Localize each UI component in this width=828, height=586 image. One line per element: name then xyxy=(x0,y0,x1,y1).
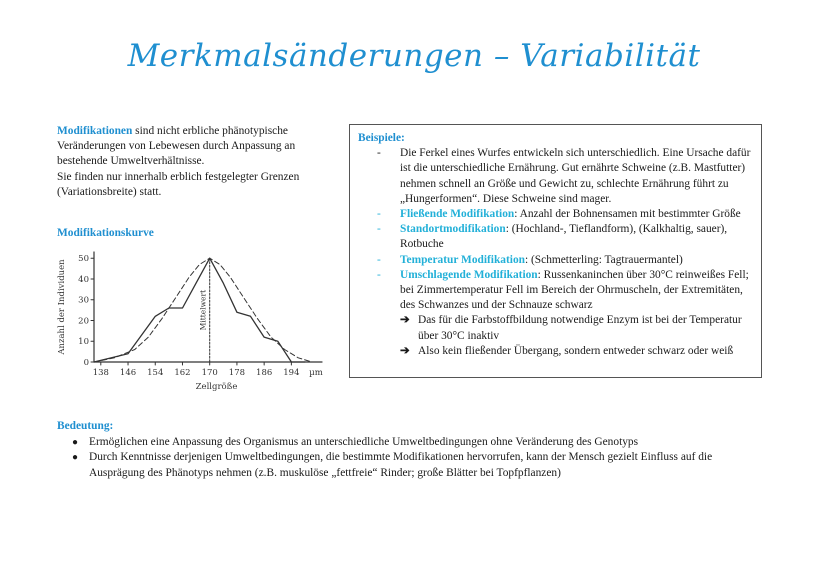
curve-heading: Modifikationskurve xyxy=(57,227,154,239)
meaning-heading: Bedeutung: xyxy=(57,420,114,432)
example-item-location xyxy=(358,222,753,252)
meaning-item-text: Durch Kenntnisse derjenigen Umweltbedingungen, die bestimmte Modifikationen hervorrufen, kann der Mensch gezielt Einfluss auf die Ausprägung des Phänotyps nehmen (z.B. muskulöse „fettfreie“ Rinder; große Blätter bei Topfpflanzen) xyxy=(89,451,713,479)
y-tick-label: 30 xyxy=(78,295,89,306)
y-tick-label: 10 xyxy=(78,337,89,348)
y-tick-label: 40 xyxy=(78,274,89,285)
intro-section xyxy=(57,124,327,200)
example-term: Umschlagende Modifikation xyxy=(400,268,538,281)
modification-curve-chart xyxy=(52,244,332,399)
meaning-item xyxy=(57,450,757,480)
intro-paragraph xyxy=(57,124,327,170)
arrow-item xyxy=(400,344,753,359)
bullet-icon: ● xyxy=(72,452,79,464)
list-dash: - xyxy=(377,147,381,160)
x-tick-label: 170 xyxy=(201,368,218,378)
example-item-piglets xyxy=(358,146,753,207)
example-item-flowing xyxy=(358,207,753,222)
example-text: : (Hochland-, Tieflandform), (Kalkhaltig, sauer), Rotbuche xyxy=(400,223,728,251)
x-unit-label: µm xyxy=(309,368,323,378)
meaning-item xyxy=(57,435,757,450)
intro-text-1: sind nicht erbliche phänotypische Veränderungen von Lebewesen durch Anpassung an bestehende Umweltverhältnisse. xyxy=(57,125,296,168)
x-tick-label: 194 xyxy=(283,368,300,378)
example-term: Standortmodifikation xyxy=(400,223,506,236)
arrow-item-text: Also kein fließender Übergang, sondern entweder schwarz oder weiß xyxy=(418,344,734,357)
example-text: : Anzahl der Bohnensamen mit bestimmter Größe xyxy=(514,208,741,221)
x-axis-label: Zellgröße xyxy=(195,382,238,392)
x-tick-label: 154 xyxy=(147,368,164,378)
list-dash: - xyxy=(377,253,381,266)
list-dash: - xyxy=(377,223,381,236)
x-tick-label: 186 xyxy=(256,368,273,378)
y-tick-label: 20 xyxy=(78,316,89,327)
mean-label: Mittelwert xyxy=(198,289,208,331)
example-text: Die Ferkel eines Wurfes entwickeln sich unterschiedlich. Eine Ursache dafür ist die unterschiedliche Ernährung. Gut ernährte Schweine (z.B. Mastfutter) nehmen schnell an Größe und Gewicht zu, schlechte Ernährung führt zu „Hungerformen“. Diese Schweine sind mager. xyxy=(400,147,751,205)
arrow-list xyxy=(400,313,753,359)
list-dash: - xyxy=(377,208,381,221)
example-term: Fließende Modifikation xyxy=(400,208,515,221)
arrow-icon: ➔ xyxy=(400,314,410,327)
meaning-section xyxy=(57,419,757,481)
bullet-icon: ● xyxy=(72,437,79,449)
arrow-item-text: Das für die Farbstoffbildung notwendige Enzym ist bei der Temperatur über 30°C inaktiv xyxy=(418,314,742,342)
examples-title: Beispiele: xyxy=(358,132,405,144)
example-text: : (Schmetterling: Tagtrauermantel) xyxy=(525,253,683,266)
meaning-item-text: Ermöglichen eine Anpassung des Organismus an unterschiedliche Umweltbedingungen ohne Veränderung des Genotyps xyxy=(89,436,639,449)
intro-text-2: Sie finden nur innerhalb erblich festgelegter Grenzen (Variationsbreite) statt. xyxy=(57,170,300,198)
x-tick-label: 162 xyxy=(174,368,191,378)
y-tick-label: 0 xyxy=(83,358,89,368)
example-item-switching xyxy=(358,268,753,359)
intro-term: Modifikationen xyxy=(57,125,133,137)
y-axis-label: Anzahl der Individuen xyxy=(57,259,67,355)
example-item-temperature xyxy=(358,253,753,268)
examples-box xyxy=(349,124,762,378)
example-text: : Russenkaninchen über 30°C reinweißes Fell; bei Zimmertemperatur Fell im Bereich der Ohrmuscheln, der Extremitäten, des Schwanzes und der Schnauze schwarz xyxy=(400,268,749,312)
arrow-item xyxy=(400,313,753,343)
y-tick-label: 50 xyxy=(78,254,89,265)
x-tick-label: 146 xyxy=(119,368,137,378)
page-title: Merkmalsänderungen – Variabilität xyxy=(127,38,701,74)
list-dash: - xyxy=(377,268,381,281)
example-term: Temperatur Modifikation xyxy=(400,253,525,266)
examples-list xyxy=(358,146,753,359)
x-tick-label: 138 xyxy=(92,368,109,378)
meaning-list xyxy=(57,435,757,481)
x-tick-label: 178 xyxy=(228,368,246,378)
arrow-icon: ➔ xyxy=(400,344,410,357)
